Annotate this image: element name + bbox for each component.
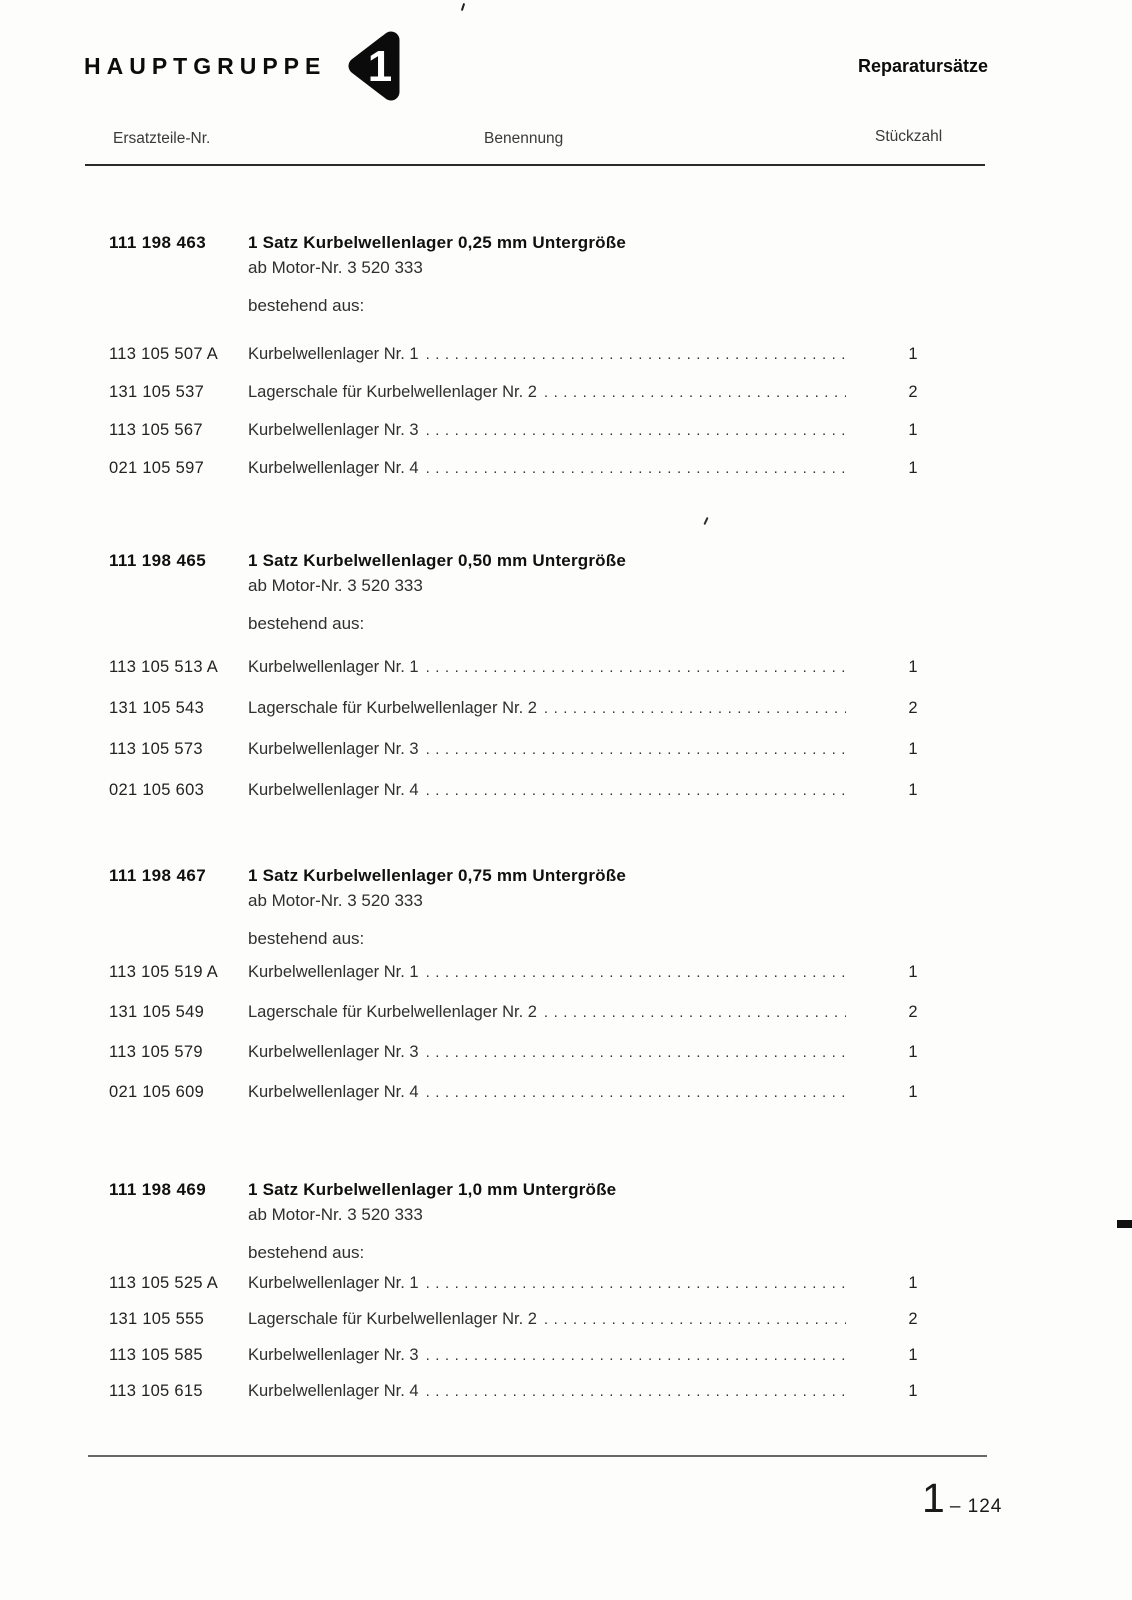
edge-registration-mark [1117, 1220, 1132, 1228]
part-name: Kurbelwellenlager Nr. 3 [248, 421, 419, 439]
dot-leader [426, 1347, 846, 1364]
dot-leader [426, 1044, 846, 1061]
part-number: 113 105 567 [109, 421, 203, 439]
scan-speck [461, 3, 465, 11]
part-row [84, 781, 932, 801]
part-row [84, 963, 932, 983]
set-consists-label: bestehend aus: [248, 929, 365, 948]
dot-leader [544, 700, 846, 717]
set-title: 1 Satz Kurbelwellenlager 0,50 mm Untergröße [248, 551, 626, 570]
part-quantity: 1 [908, 658, 918, 676]
part-description [248, 1043, 846, 1062]
part-description [248, 963, 846, 982]
dot-leader [426, 346, 846, 363]
part-description [248, 345, 846, 364]
part-quantity: 1 [908, 1382, 918, 1400]
scan-speck [703, 517, 708, 525]
part-description [248, 421, 846, 440]
dot-leader [544, 384, 846, 401]
part-row [84, 1003, 932, 1023]
part-quantity: 1 [908, 1346, 918, 1364]
part-description [248, 1382, 846, 1401]
part-description [248, 1274, 846, 1293]
set-consists-label: bestehend aus: [248, 614, 365, 633]
part-name: Kurbelwellenlager Nr. 4 [248, 459, 419, 477]
dot-leader [426, 964, 846, 981]
group-number: 1 [367, 42, 393, 91]
part-number: 113 105 507 A [109, 345, 219, 363]
part-description [248, 1310, 846, 1329]
part-row [84, 345, 932, 365]
part-name: Lagerschale für Kurbelwellenlager Nr. 2 [248, 699, 537, 717]
set-engine-note: ab Motor-Nr. 3 520 333 [248, 1205, 423, 1224]
part-number: 131 105 537 [109, 383, 205, 401]
part-number: 021 105 609 [109, 1083, 205, 1101]
part-quantity: 1 [908, 421, 918, 439]
main-group-label: HAUPTGRUPPE [84, 53, 327, 79]
group-number-badge [344, 25, 408, 107]
dot-leader [426, 1275, 846, 1292]
part-description [248, 658, 846, 677]
column-header-part-number: Ersatzteile-Nr. [113, 130, 211, 147]
part-name: Kurbelwellenlager Nr. 4 [248, 1083, 419, 1101]
part-quantity: 2 [908, 699, 918, 717]
part-row [84, 383, 932, 403]
part-description [248, 383, 846, 402]
part-row [84, 699, 932, 719]
set-consists-label: bestehend aus: [248, 296, 365, 315]
set-engine-note: ab Motor-Nr. 3 520 333 [248, 258, 423, 277]
part-row [84, 421, 932, 441]
part-quantity: 2 [908, 383, 918, 401]
part-number: 113 105 579 [109, 1043, 203, 1061]
page-separator: – [949, 1496, 962, 1517]
part-quantity: 1 [908, 781, 918, 799]
part-quantity: 2 [908, 1310, 918, 1328]
part-row [84, 1310, 932, 1330]
part-name: Kurbelwellenlager Nr. 1 [248, 658, 419, 676]
part-quantity: 1 [908, 740, 918, 758]
set-part-number: 111 198 465 [109, 551, 207, 570]
part-quantity: 1 [908, 1083, 918, 1101]
part-number: 113 105 525 A [109, 1274, 219, 1292]
part-description [248, 1346, 846, 1365]
part-description [248, 1003, 846, 1022]
part-quantity: 1 [908, 1274, 918, 1292]
part-name: Lagerschale für Kurbelwellenlager Nr. 2 [248, 383, 537, 401]
dot-leader [544, 1311, 846, 1328]
part-quantity: 2 [908, 1003, 918, 1021]
part-quantity: 1 [908, 459, 918, 477]
part-name: Kurbelwellenlager Nr. 4 [248, 781, 419, 799]
part-number: 113 105 573 [109, 740, 203, 758]
part-row [84, 1346, 932, 1366]
set-title: 1 Satz Kurbelwellenlager 0,75 mm Untergröße [248, 866, 626, 885]
part-description [248, 740, 846, 759]
part-number: 113 105 585 [109, 1346, 203, 1364]
part-name: Kurbelwellenlager Nr. 3 [248, 740, 419, 758]
column-header-name: Benennung [484, 130, 564, 147]
set-engine-note: ab Motor-Nr. 3 520 333 [248, 576, 423, 595]
dot-leader [426, 1084, 846, 1101]
part-number: 131 105 555 [109, 1310, 205, 1328]
part-row [84, 1083, 932, 1103]
part-name: Kurbelwellenlager Nr. 1 [248, 345, 419, 363]
part-row [84, 1274, 932, 1294]
set-engine-note: ab Motor-Nr. 3 520 333 [248, 891, 423, 910]
part-quantity: 1 [908, 345, 918, 363]
dot-leader [426, 422, 846, 439]
part-number: 113 105 513 A [109, 658, 219, 676]
dot-leader [544, 1004, 846, 1021]
part-description [248, 699, 846, 718]
dot-leader [426, 1383, 846, 1400]
part-name: Kurbelwellenlager Nr. 3 [248, 1043, 419, 1061]
chapter-title: Reparatursätze [858, 56, 989, 76]
part-number: 131 105 549 [109, 1003, 205, 1021]
set-part-number: 111 198 469 [109, 1180, 207, 1199]
part-number: 113 105 615 [109, 1382, 203, 1400]
part-name: Kurbelwellenlager Nr. 3 [248, 1346, 419, 1364]
dot-leader [426, 460, 846, 477]
page-group-digit: 1 [922, 1475, 945, 1521]
set-part-number: 111 198 463 [109, 233, 207, 252]
part-row [84, 1382, 932, 1402]
part-row [84, 740, 932, 760]
part-quantity: 1 [908, 1043, 918, 1061]
part-name: Lagerschale für Kurbelwellenlager Nr. 2 [248, 1310, 537, 1328]
page-index-number: 124 [967, 1496, 1003, 1517]
dot-leader [426, 782, 846, 799]
column-header-quantity: Stückzahl [875, 128, 943, 145]
dot-leader [426, 659, 846, 676]
set-part-number: 111 198 467 [109, 866, 207, 885]
set-consists-label: bestehend aus: [248, 1243, 365, 1262]
footer-rule [88, 1455, 987, 1457]
part-number: 131 105 543 [109, 699, 205, 717]
part-number: 021 105 597 [109, 459, 205, 477]
part-name: Kurbelwellenlager Nr. 4 [248, 1382, 419, 1400]
part-quantity: 1 [908, 963, 918, 981]
part-description [248, 459, 846, 478]
page-index [950, 1496, 1003, 1518]
part-row [84, 1043, 932, 1063]
dot-leader [426, 741, 846, 758]
set-title: 1 Satz Kurbelwellenlager 1,0 mm Untergröße [248, 1180, 617, 1199]
part-number: 113 105 519 A [109, 963, 219, 981]
header-rule [85, 164, 985, 166]
part-name: Kurbelwellenlager Nr. 1 [248, 1274, 419, 1292]
part-row [84, 459, 932, 479]
part-name: Kurbelwellenlager Nr. 1 [248, 963, 419, 981]
set-title: 1 Satz Kurbelwellenlager 0,25 mm Untergröße [248, 233, 626, 252]
part-row [84, 658, 932, 678]
page-number [922, 1477, 1002, 1519]
part-number: 021 105 603 [109, 781, 205, 799]
part-name: Lagerschale für Kurbelwellenlager Nr. 2 [248, 1003, 537, 1021]
part-description [248, 1083, 846, 1102]
part-description [248, 781, 846, 800]
